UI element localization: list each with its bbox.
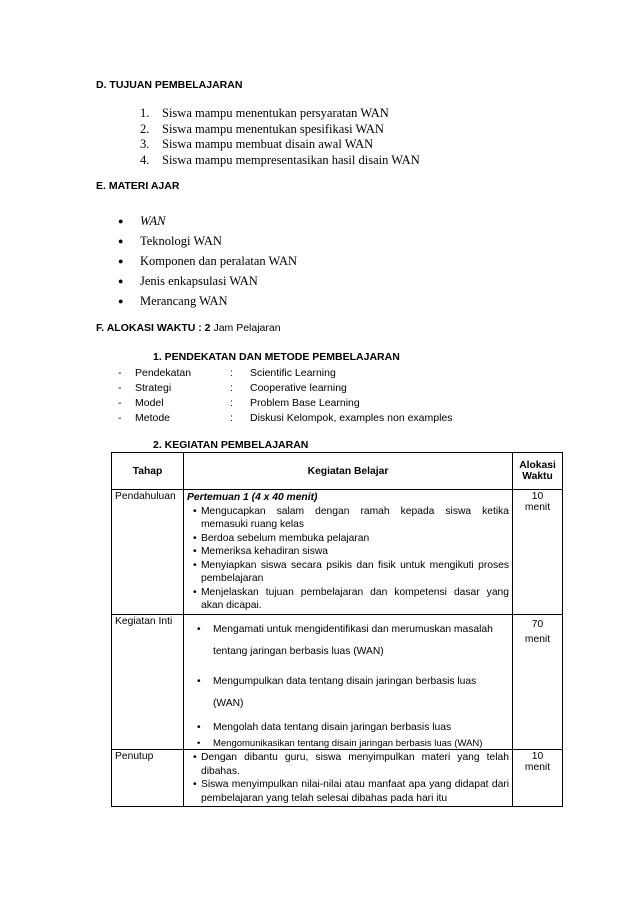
list-item: • Berdoa sebelum membuka pelajaran <box>187 532 509 546</box>
row-tahap: Pendahuluan <box>112 490 184 615</box>
row-tahap: Penutup <box>112 750 184 807</box>
list-item: ● WAN <box>118 214 166 228</box>
list-item: - Pendekatan : Scientific Learning <box>118 367 336 379</box>
list-item: 4. Siswa mampu mempresentasikan hasil disain WAN <box>140 152 420 167</box>
list-item: 1. Siswa mampu menentukan persyaratan WAN <box>140 106 389 120</box>
section-d-title: D. TUJUAN PEMBELAJARAN <box>96 79 243 91</box>
time-unit: menit <box>524 502 551 513</box>
list-item: - Model : Problem Base Learning <box>118 397 360 409</box>
row-tahap: Kegiatan Inti <box>112 614 184 750</box>
approach-list <box>118 366 453 426</box>
row-alokasi <box>513 614 563 750</box>
list-item: ● Merancang WAN <box>118 294 228 308</box>
header-alokasi: Alokasi Waktu <box>513 453 563 490</box>
activity-table <box>111 452 563 807</box>
row-kegiatan <box>183 750 512 807</box>
subsection-1-title: 1. PENDEKATAN DAN METODE PEMBELAJARAN <box>153 351 400 363</box>
list-item: ● Komponen dan peralatan WAN <box>118 254 298 268</box>
time-value: 70 <box>531 618 544 630</box>
row-alokasi <box>513 490 563 615</box>
objectives-list <box>140 106 420 168</box>
header-kegiatan: Kegiatan Belajar <box>183 453 512 490</box>
time-value: 10 <box>531 491 544 502</box>
list-item: • Menyiapkan siswa secara psikis dan fisik untuk mengikuti proses pembelajaran <box>187 559 509 586</box>
time-unit: menit <box>524 633 551 645</box>
section-e-title: E. MATERI AJAR <box>96 180 180 192</box>
time-value: 10 <box>531 751 544 762</box>
list-item: • Mengomunikasikan tentang disain jaringan berbasis luas (WAN) <box>187 738 509 749</box>
time-unit: menit <box>524 762 551 773</box>
list-item: 3. Siswa mampu membuat disain awal WAN <box>140 137 374 151</box>
table-row <box>112 490 563 615</box>
list-item: • Mengolah data tentang disain jaringan berbasis luas <box>187 721 509 735</box>
list-item: • Siswa menyimpulkan nilai-nilai atau manfaat apa yang didapat dari pembelajaran yang telah selesai dibahas pada hari itu <box>187 778 509 805</box>
row-alokasi <box>513 750 563 807</box>
list-item: - Metode : Diskusi Kelompok, examples non examples <box>118 412 453 424</box>
list-item: • Menjelaskan tujuan pembelajaran dan kompetensi dasar yang akan dicapai. <box>187 586 509 613</box>
list-item: • Mengamati untuk mengidentifikasi dan merumuskan masalah tentang jaringan berbasis luas (WAN) <box>187 619 509 663</box>
list-item: • Mengucapkan salam dengan ramah kepada siswa ketika memasuki ruang kelas <box>187 505 509 532</box>
list-item: ● Teknologi WAN <box>118 234 222 248</box>
header-tahap: Tahap <box>112 453 184 490</box>
row-kegiatan <box>183 490 512 615</box>
list-item: • Memeriksa kehadiran siswa <box>187 545 509 559</box>
list-item: • Dengan dibantu guru, siswa menyimpulkan materi yang telah dibahas. <box>187 751 509 778</box>
list-item: ● Jenis enkapsulasi WAN <box>118 274 258 288</box>
subsection-2-title: 2. KEGIATAN PEMBELAJARAN <box>153 439 309 451</box>
table-header-row <box>112 453 563 490</box>
list-item: 2. Siswa mampu menentukan spesifikasi WAN <box>140 121 384 136</box>
section-f-title: F. ALOKASI WAKTU : 2 Jam Pelajaran <box>96 322 281 334</box>
list-item: - Strategi : Cooperative learning <box>118 382 347 394</box>
list-item: • Mengumpulkan data tentang disain jaringan berbasis luas (WAN) <box>187 671 509 715</box>
table-row <box>112 750 563 807</box>
meeting-title: Pertemuan 1 (4 x 40 menit) <box>186 492 318 503</box>
table-row <box>112 614 563 750</box>
materials-list <box>118 211 297 311</box>
row-kegiatan <box>183 614 512 750</box>
